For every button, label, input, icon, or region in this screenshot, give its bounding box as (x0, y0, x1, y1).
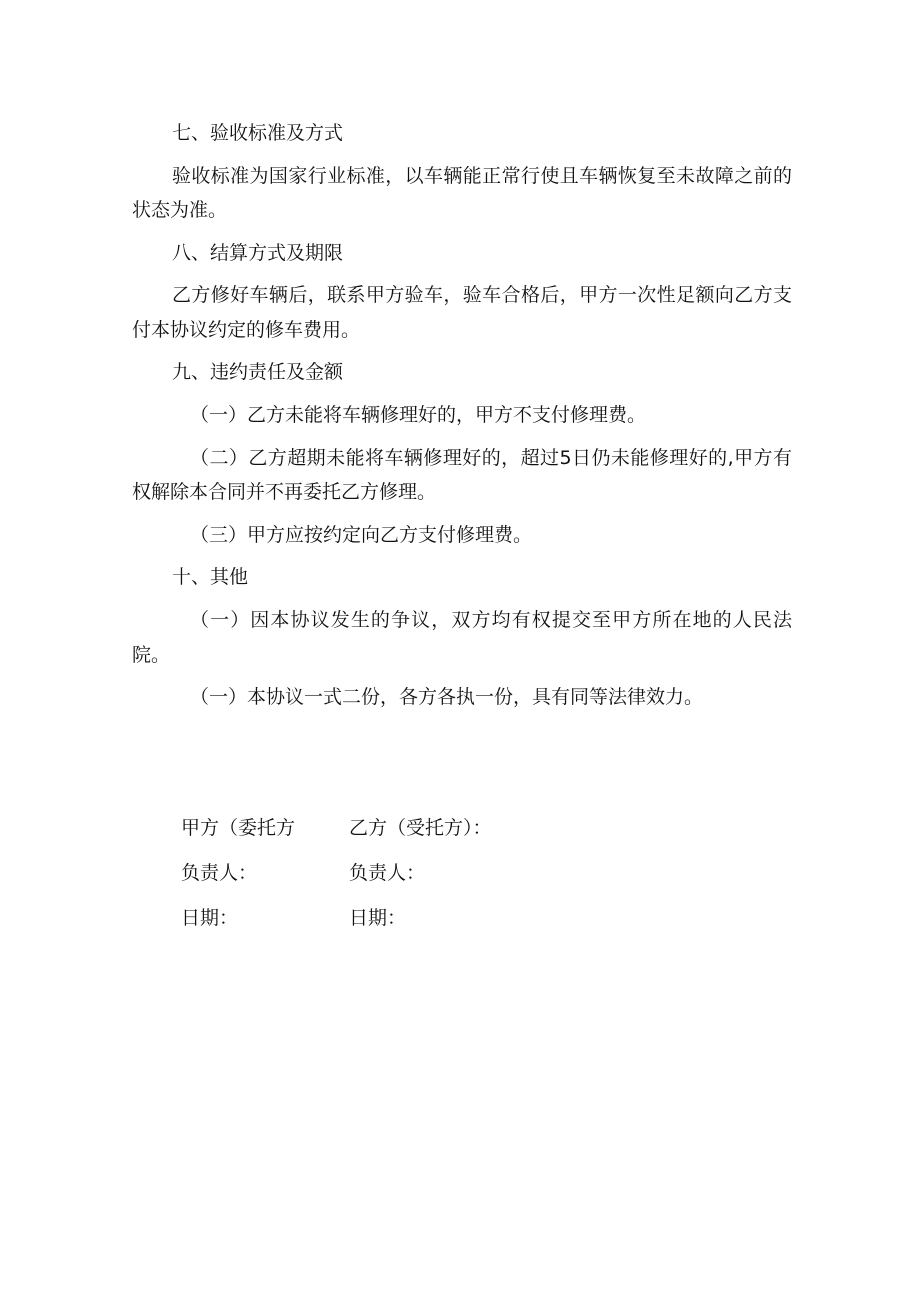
party-b-responsible: 负责人： (349, 862, 426, 884)
section-item: （一）乙方未能将车辆修理好的，甲方不支付修理费。 (190, 404, 647, 427)
section-item: （一）因本协议发生的争议，双方均有权提交至甲方所在地的人民法院。 (132, 608, 792, 666)
party-a-date: 日期： (181, 907, 239, 929)
section-heading: 九、违约责任及金额 (172, 361, 344, 384)
party-a-responsible: 负责人： (181, 862, 258, 884)
section-paragraph: 乙方修好车辆后，联系甲方验车，验车合格后，甲方一次性足额向乙方支付本协议约定的修车费用。 (132, 284, 792, 341)
section-acceptance (132, 116, 792, 228)
contract-body (132, 116, 792, 723)
party-b-label: 乙方（受托方）： (349, 817, 492, 839)
section-heading: 十、其他 (172, 566, 249, 589)
section-heading: 七、验收标准及方式 (172, 122, 344, 144)
section-item: （一）本协议一式二份，各方各执一份，具有同等法律效力。 (190, 686, 704, 709)
section-item: （三）甲方应按约定向乙方支付修理费。 (190, 523, 533, 546)
section-settlement (132, 236, 792, 348)
section-liability (132, 355, 792, 552)
section-heading: 八、结算方式及期限 (172, 241, 344, 264)
section-other (132, 560, 792, 714)
section-paragraph: 验收标准为国家行业标准，以车辆能正常行使且车辆恢复至未故障之前的状态为准。 (132, 164, 792, 222)
party-a-label: 甲方（委托方 (181, 817, 296, 839)
party-b-date: 日期： (349, 907, 407, 929)
section-item: （二）乙方超期未能将车辆修理好的，超过5日仍未能修理好的,甲方有权解除本合同并不再委托乙方修理。 (132, 446, 792, 504)
